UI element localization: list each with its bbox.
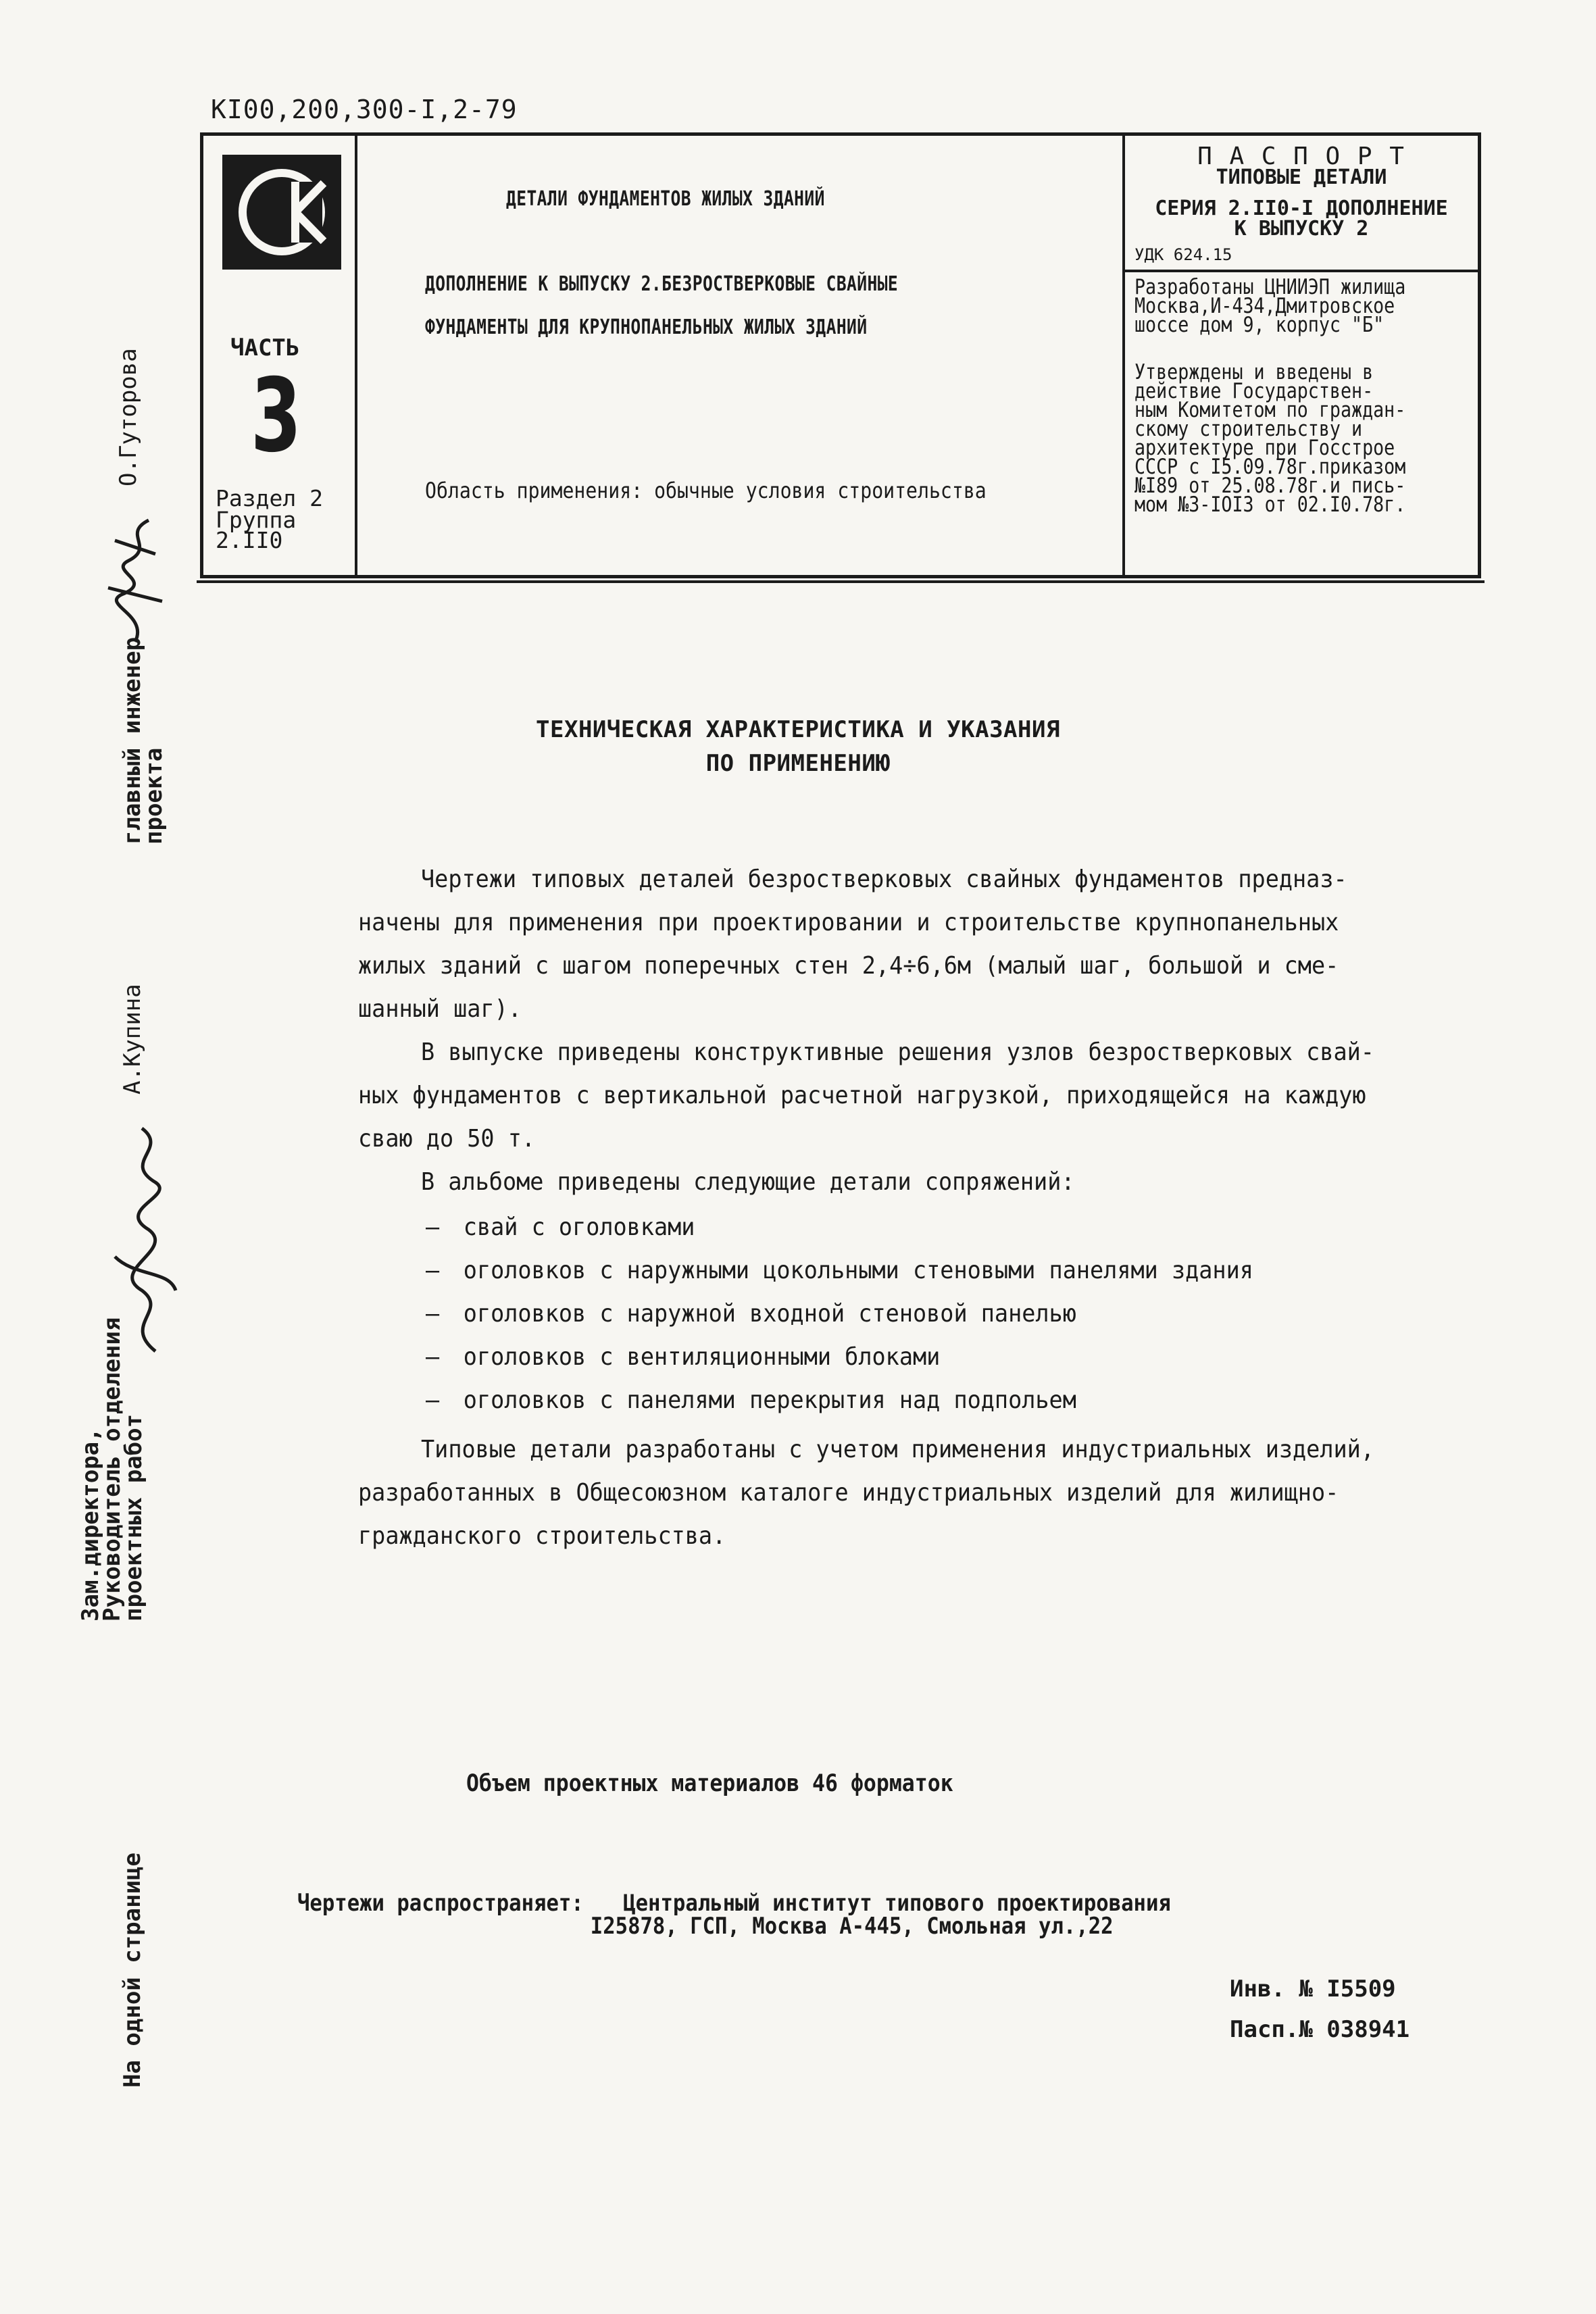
passport-title: П А С П О Р Т xyxy=(1197,143,1405,170)
director-role xyxy=(77,1317,147,1621)
udk-code: УДК 624.15 xyxy=(1134,245,1232,264)
title-column xyxy=(357,136,1125,575)
bullet-item: – оголовков с наружными цокольными стеновыми панелями здания xyxy=(426,1257,1253,1284)
subtitle-line-2: ФУНДАМЕНТЫ ДЛЯ КРУПНОПАНЕЛЬНЫХ ЖИЛЫХ ЗДАНИЙ xyxy=(425,316,868,339)
approval-line: ным Комитетом по граждан- xyxy=(1134,398,1406,422)
approval-line: скому строительству и xyxy=(1134,417,1363,441)
text-line: В альбоме приведены следующие детали сопряжений: xyxy=(421,1168,1075,1196)
bullet-item: – оголовков с панелями перекрытия над подпольем xyxy=(426,1386,1076,1414)
bullet-item: – оголовков с наружной входной стеновой панелью xyxy=(426,1300,1076,1328)
text-line: шанный шаг). xyxy=(358,995,522,1023)
section-heading-line-2: ПО ПРИМЕНЕНИЮ xyxy=(705,750,891,777)
text-line: ных фундаментов с вертикальной расчетной нагрузкой, приходящейся на каждую xyxy=(358,1082,1366,1109)
developer-block xyxy=(1134,275,1406,337)
approval-line: СССР с I5.09.78г.приказом xyxy=(1134,455,1406,479)
part-column xyxy=(203,136,357,575)
role-line: проекта xyxy=(141,747,168,845)
approval-line: мом №З-IOI3 от 02.I0.78г. xyxy=(1134,493,1406,517)
paragraph-purpose xyxy=(358,858,1347,1031)
approval-line: действие Государствен- xyxy=(1134,379,1374,403)
text-line: начены для применения при проектировании и строительстве крупнопанельных xyxy=(358,909,1339,936)
text-line: жилых зданий с шагом поперечных стен 2,4÷6,6м (малый шаг, большой и сме- xyxy=(358,952,1339,980)
paragraph-album xyxy=(358,1161,1301,1204)
bullet-item: – свай с оголовками xyxy=(426,1213,695,1241)
text-line: Типовые детали разработаны с учетом применения индустриальных изделий, xyxy=(421,1436,1374,1463)
passport-type: ТИПОВЫЕ ДЕТАЛИ xyxy=(1216,166,1387,189)
section-heading-line-1: ТЕХНИЧЕСКАЯ ХАРАКТЕРИСТИКА И УКАЗАНИЯ xyxy=(536,716,1060,743)
document-code: КI00,200,300-I,2-79 xyxy=(211,95,518,124)
approval-block xyxy=(1134,360,1406,517)
series-line-2: К ВЫПУСКУ 2 xyxy=(1234,217,1369,241)
passport-divider xyxy=(1125,270,1478,272)
text-line: Чертежи типовых деталей безростверковых свайных фундаментов предназ- xyxy=(421,865,1347,893)
bullet-item: – оголовков с вентиляционными блоками xyxy=(426,1343,941,1371)
text-line: гражданского строительства. xyxy=(358,1522,726,1550)
application-scope: Область применения: обычные условия строительства xyxy=(425,478,987,503)
text-line: В выпуске приведены конструктивные решения узлов безростверковых свай- xyxy=(421,1038,1374,1066)
bullet-text: оголовков с вентиляционными блоками xyxy=(463,1343,941,1371)
part-number: 3 xyxy=(251,357,302,475)
role-line: главный инженер xyxy=(119,636,146,845)
passport-column xyxy=(1125,136,1478,575)
bullet-text: оголовков с панелями перекрытия над подпольем xyxy=(463,1386,1076,1414)
group-number: 2.II0 xyxy=(216,527,283,553)
role-line: Руководитель отделения xyxy=(99,1317,126,1621)
bullet-text: оголовков с наружными цокольными стеновыми панелями здания xyxy=(463,1257,1253,1284)
document-title: ДЕТАЛИ ФУНДАМЕНТОВ ЖИЛЫХ ЗДАНИЙ xyxy=(506,187,825,211)
developer-line: Разработаны ЦНИИЭП жилища xyxy=(1134,275,1406,299)
engineer-name: О.Гуторова xyxy=(115,348,142,486)
sk-logo-icon xyxy=(222,155,341,270)
volume-note: Объем проектных материалов 46 форматок xyxy=(466,1770,953,1797)
part-label: ЧАСТЬ xyxy=(230,334,300,361)
passport-number: Пасп.№ 038941 xyxy=(1230,2016,1410,2043)
bullet-text: свай с оголовками xyxy=(463,1213,695,1241)
engineer-role xyxy=(119,636,168,845)
bullet-text: оголовков с наружной входной стеновой панелью xyxy=(463,1300,1076,1328)
series-line-1: СЕРИЯ 2.II0-I ДОПОЛНЕНИЕ xyxy=(1155,197,1448,220)
paragraph-catalog xyxy=(358,1428,1374,1558)
group-label: Группа xyxy=(216,507,297,533)
passport-header xyxy=(200,132,1481,578)
section-label: Раздел 2 xyxy=(216,485,323,511)
paragraph-load xyxy=(358,1031,1374,1161)
distributor-name: Центральный институт типового проектирования xyxy=(623,1890,1171,1917)
distributor-block xyxy=(297,1892,1171,1938)
text-line: сваю до 50 т. xyxy=(358,1125,536,1153)
one-side-note: На одной странице xyxy=(119,1853,146,2088)
developer-line: шоссе дом 9, корпус "Б" xyxy=(1134,313,1385,337)
approval-line: Утверждены и введены в xyxy=(1134,360,1374,384)
role-line: проектных работ xyxy=(120,1413,147,1621)
approval-line: архитектуре при Госстрое xyxy=(1134,436,1395,460)
header-bottom-rule xyxy=(197,580,1485,583)
role-line: Зам.директора, xyxy=(77,1428,104,1621)
subtitle-line-1: ДОПОЛНЕНИЕ К ВЫПУСКУ 2.БЕЗРОСТВЕРКОВЫЕ СВАЙНЫЕ xyxy=(425,272,899,296)
distributor-address: I25878, ГСП, Москва А-445, Смольная ул.,22 xyxy=(590,1913,1114,1940)
director-name: А.Купина xyxy=(119,984,146,1095)
text-line: разработанных в Общесоюзном каталоге индустриальных изделий для жилищно- xyxy=(358,1479,1339,1507)
approval-line: №I89 от 25.08.78г.и пись- xyxy=(1134,474,1406,498)
developer-line: Москва,И-434,Дмитровское xyxy=(1134,294,1395,318)
inventory-number: Инв. № I5509 xyxy=(1230,1976,1396,2003)
engineer-signature-icon xyxy=(95,513,176,649)
distributor-label: Чертежи распространяет: xyxy=(297,1890,584,1917)
